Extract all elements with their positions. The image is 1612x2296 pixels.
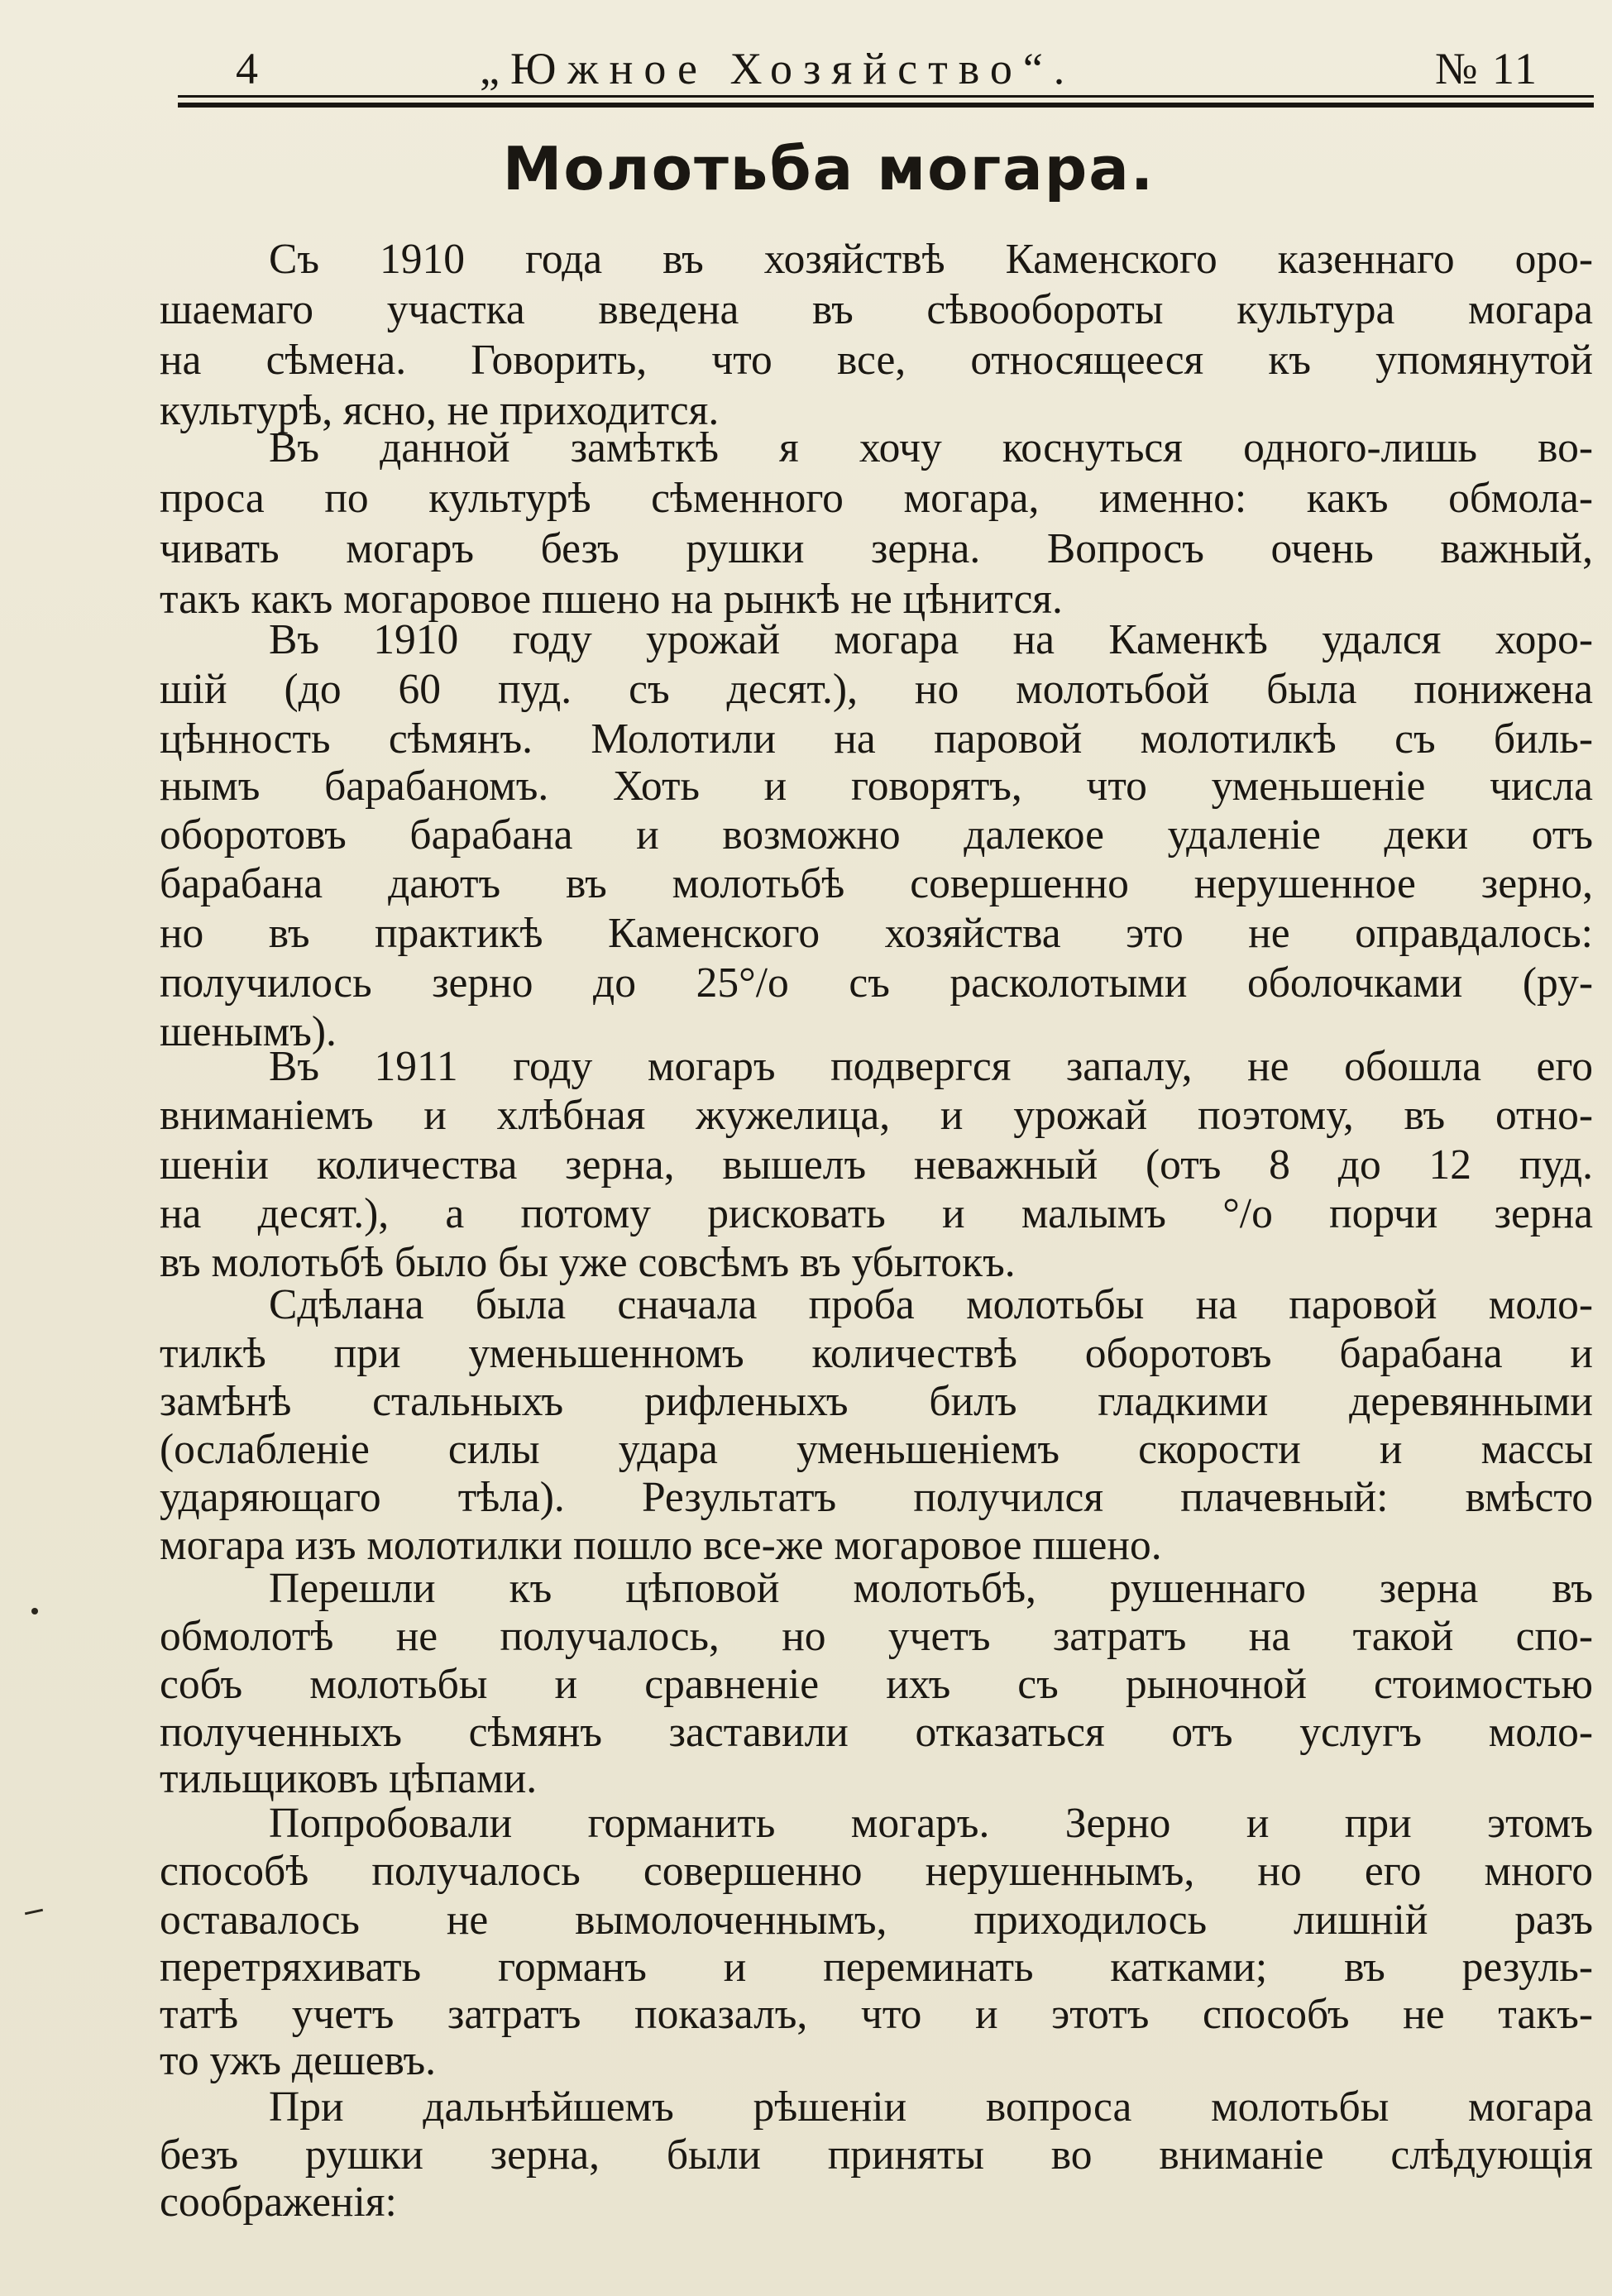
margin-dot-mark (31, 1608, 38, 1614)
journal-title: „Южное Хозяйство“. (480, 44, 1076, 93)
text-line: Въ данной замѣткѣ я хочу коснуться одного-лишь во- (269, 424, 1593, 471)
text-line: въ молотьбѣ было бы уже совсѣмъ въ убытокъ. (160, 1239, 1016, 1286)
issue-number: № 11 (1435, 44, 1539, 93)
text-line: собъ молотьбы и сравненіе ихъ съ рыночной стоимостью (160, 1661, 1593, 1708)
text-line: Въ 1910 году урожай могара на Каменкѣ удался хоро- (269, 616, 1593, 663)
text-line: культурѣ, ясно, не приходится. (160, 387, 720, 434)
article-title: Молотьба могара. (502, 134, 1155, 203)
text-line: то ужъ дешевъ. (160, 2037, 437, 2084)
text-line: безъ рушки зерна, были приняты во вниманіе слѣдующія (160, 2131, 1593, 2179)
text-line: Въ 1911 году могаръ подвергся запалу, не обошла его (269, 1043, 1593, 1090)
text-line: шеніи количества зерна, вышелъ неважный (отъ 8 до 12 пуд. (160, 1141, 1593, 1189)
page-number: 4 (236, 44, 258, 93)
text-line: барабана даютъ въ молотьбѣ совершенно нерушенное зерно, (160, 860, 1593, 907)
text-line: (ослабленіе силы удара уменьшеніемъ скорости и массы (160, 1426, 1593, 1473)
text-line: При дальнѣйшемъ рѣшеніи вопроса молотьбы могара (269, 2083, 1593, 2131)
text-line: способѣ получалось совершенно нерушеннымъ, но его много (160, 1848, 1593, 1895)
text-line: Сдѣлана была сначала проба молотьбы на паровой моло- (269, 1281, 1593, 1328)
text-line: оборотовъ барабана и возможно далекое удаленіе деки отъ (160, 811, 1593, 859)
text-line: чивать могаръ безъ рушки зерна. Вопросъ очень важный, (160, 525, 1593, 572)
text-line: Попробовали горманить могаръ. Зерно и при этомъ (269, 1800, 1593, 1847)
text-line: Перешли къ цѣповой молотьбѣ, рушеннаго зерна въ (269, 1565, 1593, 1612)
text-line: проса по культурѣ сѣменного могара, именно: какъ обмола- (160, 475, 1593, 522)
text-line: но въ практикѣ Каменского хозяйства это не оправдалось: (160, 910, 1593, 957)
text-line: тильщиковъ цѣпами. (160, 1755, 538, 1802)
text-line: такъ какъ могаровое пшено на рынкѣ не цѣнится. (160, 576, 1063, 623)
text-line: цѣнность сѣмянъ. Молотили на паровой молотилкѣ съ биль- (160, 715, 1593, 763)
text-line: Съ 1910 года въ хозяйствѣ Каменского казеннаго оро- (269, 236, 1593, 283)
text-line: ударяющаго тѣла). Результатъ получился плачевный: вмѣсто (160, 1474, 1593, 1521)
text-line: соображенія: (160, 2179, 397, 2226)
text-line: тилкѣ при уменьшенномъ количествѣ оборотовъ барабана и (160, 1330, 1593, 1377)
text-line: обмолотѣ не получалось, но учетъ затратъ на такой спо- (160, 1613, 1593, 1660)
text-line: полученныхъ сѣмянъ заставили отказаться отъ услугъ моло- (160, 1709, 1593, 1756)
text-line: шаемаго участка введена въ сѣвообороты культура могара (160, 286, 1593, 333)
text-line: шенымъ). (160, 1008, 337, 1055)
text-line: оставалось не вымолоченнымъ, приходилось лишній разъ (160, 1897, 1593, 1944)
text-line: на сѣмена. Говорить, что все, относящееся къ упомянутой (160, 337, 1593, 384)
text-line: получилось зерно до 25°/о съ расколотыми оболочками (ру- (160, 959, 1593, 1007)
text-line: замѣнѣ стальныхъ рифленыхъ билъ гладкими деревянными (160, 1378, 1593, 1425)
text-line: нымъ барабаномъ. Хоть и говорятъ, что уменьшеніе числа (160, 763, 1593, 810)
text-line: шій (до 60 пуд. съ десят.), но молотьбой была понижена (160, 666, 1593, 713)
text-line: могара изъ молотилки пошло все-же могаровое пшено. (160, 1522, 1162, 1569)
text-line: вниманіемъ и хлѣбная жужелица, и урожай поэтому, въ отно- (160, 1092, 1593, 1139)
text-line: перетряхивать горманъ и переминать катками; въ резуль- (160, 1944, 1593, 1991)
text-line: на десят.), а потому рисковать и малымъ °/о порчи зерна (160, 1190, 1593, 1237)
text-line: татѣ учетъ затратъ показалъ, что и этотъ способъ не такъ- (160, 1991, 1593, 2038)
